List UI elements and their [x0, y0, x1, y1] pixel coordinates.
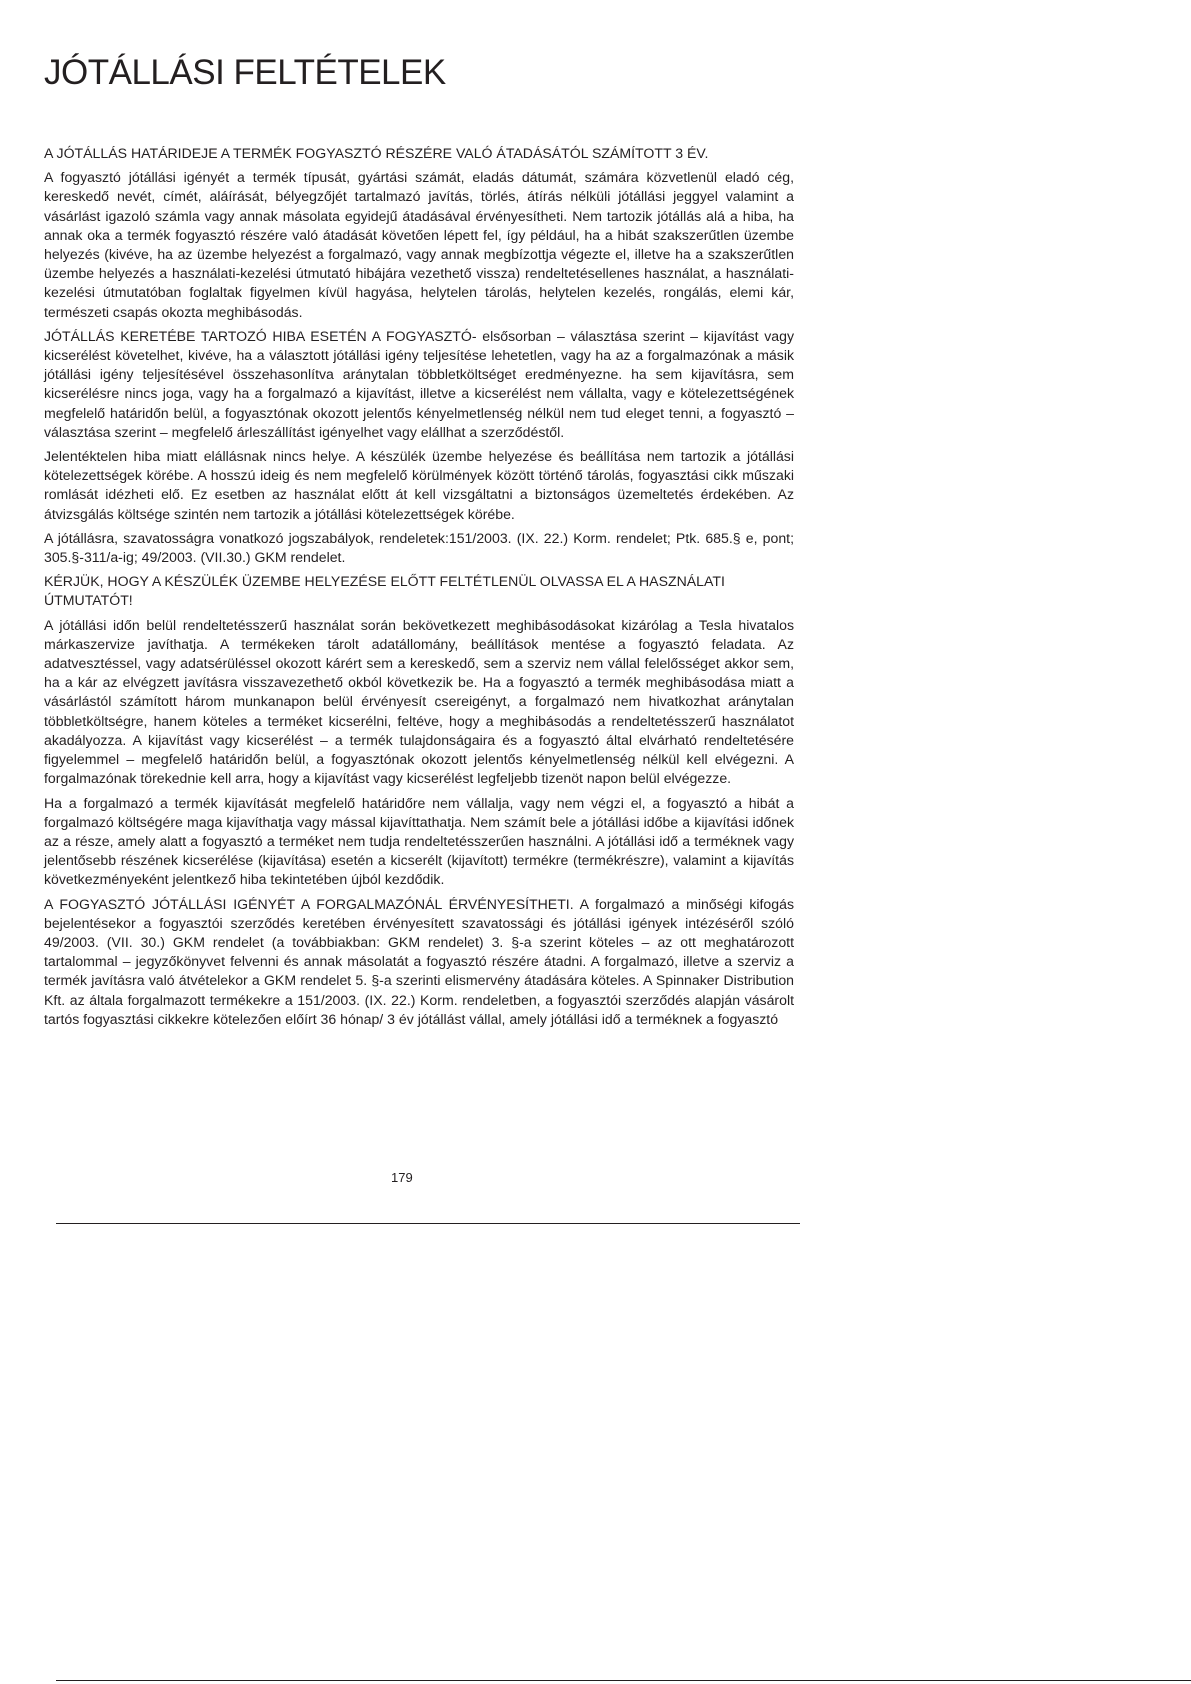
authorized-service-paragraph: A jótállási időn belül rendeltetésszerű használat során bekövetkezett meghibásodásokat kizárólag a Tesla hivatalos márkaszervize javíthatja. A termékeken tárolt adatállomány, beállítások mentése a fogyasztó feladata. Az adatvesztéssel, vagy adatsérüléssel okozott kárért sem a kereskedő, sem a szerviz nem vállal felelősséget akkor sem, ha a kár az elvégzett javításra visszavezethető okból következik be. Ha a fogyasztó a termék meghibásodása miatt a vásárlástól számított három munkanapon belül érvényesít csereigényt, a forgalmazó nem hivatkozhat aránytalan többletköltségre, hanem köteles a terméket kicserélni, feltéve, hogy a meghibásodás a rendeltetésszerű használatot akadályozza. A kijavítást vagy kicserélést – a termék tulajdonságaira és a fogyasztó által elvárható rendeltetésére figyelemmel – megfelelő határidőn belül, a fogyasztónak okozott jelentős kényelmetlenség nélkül kell elvégezni. A forgalmazónak törekednie kell arra, hogy a kijavítást vagy kicserélést legfeljebb tizenöt napon belül elvégezze.: [44, 616, 794, 787]
read-manual-notice: KÉRJÜK, HOGY A KÉSZÜLÉK ÜZEMBE HELYEZÉSE ELŐTT FELTÉTLENÜL OLVASSA EL A HASZNÁLATI ÚTMUTATÓT!: [44, 573, 725, 609]
page-divider: [56, 1223, 800, 1224]
page-title: JÓTÁLLÁSI FELTÉTELEK: [44, 53, 446, 92]
warranty-period-heading: A JÓTÁLLÁS HATÁRIDEJE A TERMÉK FOGYASZTÓ RÉSZÉRE VALÓ ÁTADÁSÁTÓL SZÁMÍTOTT 3 ÉV.: [44, 145, 709, 161]
legal-references-paragraph: A jótállásra, szavatosságra vonatkozó jogszabályok, rendeletek:151/2003. (IX. 22.) Korm. rendelet; Ptk. 685.§ e, pont; 305.§-311/a-ig; 49/2003. (VII.30.) GKM rendelet.: [44, 529, 794, 566]
claim-at-distributor-paragraph: A FOGYASZTÓ JÓTÁLLÁSI IGÉNYÉT A FORGALMAZÓNÁL ÉRVÉNYESÍTHETI. A forgalmazó a minőségi kifogás bejelentésekor a fogyasztói szerződés keretében érvényesített szavatossági és jótállási igények intézéséről szóló 49/2003. (VII. 30.) GKM rendelet (a továbbiakban: GKM rendelet) 3. §-a szerint köteles – az ott meghatározott tartalommal – jegyzőkönyvet felvenni és annak másolatát a fogyasztó részére átadni. A forgalmazó, illetve a szerviz a termék javításra való átvételekor a GKM rendelet 5. §-a szerinti elismervény átadására köteles. A Spinnaker Distribution Kft. az általa forgalmazott termékekre a 151/2003. (IX. 22.) Korm. rendeletben, a fogyasztói szerződés alapján vásárolt tartós fogyasztási cikkekre kötelezően előírt 36 hónap/ 3 év jótállást vállal, amely jótállási idő a terméknek a fogyasztó: [44, 895, 794, 1027]
warranty-claim-paragraph: A fogyasztó jótállási igényét a termék típusát, gyártási számát, eladás dátumát, számára közvetlenül eladó cég, kereskedő nevét, címét, aláírását, bélyegzőjét tartalmazó javítás, törlés, átírás nélküli jótállási jeggyel valamint a vásárlást igazoló számla vagy annak másolata egyidejű átadásával érvényesítheti. Nem tartozik jótállás alá a hiba, ha annak oka a termék fogyasztó részére való átadását követően lépett fel, így például, ha a hibát szakszerűtlen üzembe helyezés (kivéve, ha az üzembe helyezést a forgalmazó, vagy annak megbízottja végezte el, illetve ha a szakszerűtlen üzembe helyezés a használati-kezelési útmutató hibájára vezethető vissza) rendeltetésellenes használat, a használati-kezelési útmutatóban foglaltak figyelmen kívül hagyása, helytelen tárolás, helytelen kezelés, rongálás, elemi kár, természeti csapás okozta meghibásodás.: [44, 169, 794, 320]
defect-rights-paragraph: JÓTÁLLÁS KERETÉBE TARTOZÓ HIBA ESETÉN A FOGYASZTÓ- elsősorban – választása szerint – kijavítást vagy kicserélést követelhet, kivéve, ha a választott jótállási igény teljesítése lehetetlen, vagy ha az a forgalmazónak a másik jótállási igény teljesítésével összehasonlítva aránytalan többletköltséget eredményezne. ha sem kijavításra, sem kicserélésre nincs joga, vagy ha a forgalmazó a kijavítást, illetve a kicserélést nem vállalta, vagy e kötelezettségének megfelelő határidőn belül, a fogyasztónak okozott jelentős kényelmetlenség nélkül nem tud eleget tenni, a fogyasztó – választása szerint – megfelelő árleszállítást igényelhet vagy elállhat a szerződéstől.: [44, 327, 794, 440]
bottom-divider: [56, 1680, 1191, 1681]
minor-defect-paragraph: Jelentéktelen hiba miatt elállásnak nincs helye. A készülék üzembe helyezése és beállítása nem tartozik a jótállási kötelezettségek körébe. A hosszú ideig és nem megfelelő körülmények között történő tárolás, fogyasztási cikk műszaki romlását idézheti elő. Ez esetben az használat előtt át kell vizsgáltatni a biztonságos üzemeltetés érdekében. Az átvizsgálás költsége szintén nem tartozik a jótállási kötelezettségek körébe.: [44, 448, 794, 522]
page-number: 179: [391, 1170, 413, 1185]
repair-deadline-paragraph: Ha a forgalmazó a termék kijavítását megfelelő határidőre nem vállalja, vagy nem végzi el, a fogyasztó a hibát a forgalmazó költségére maga kijavíthatja vagy mással kijavíttathatja. Nem számít bele a jótállási időbe a kijavítási időnek az a része, amely alatt a fogyasztó a terméket nem tudja rendeltetésszerűen használni. A jótállási idő a terméknek vagy jelentősebb részének kicserélése (kijavítása) esetén a kicserélt (kijavított) termékre (termékrészre), valamint a kijavítás következményeként jelentkező hiba tekintetében újból kezdődik.: [44, 794, 794, 888]
warranty-text-body: [44, 144, 794, 1034]
